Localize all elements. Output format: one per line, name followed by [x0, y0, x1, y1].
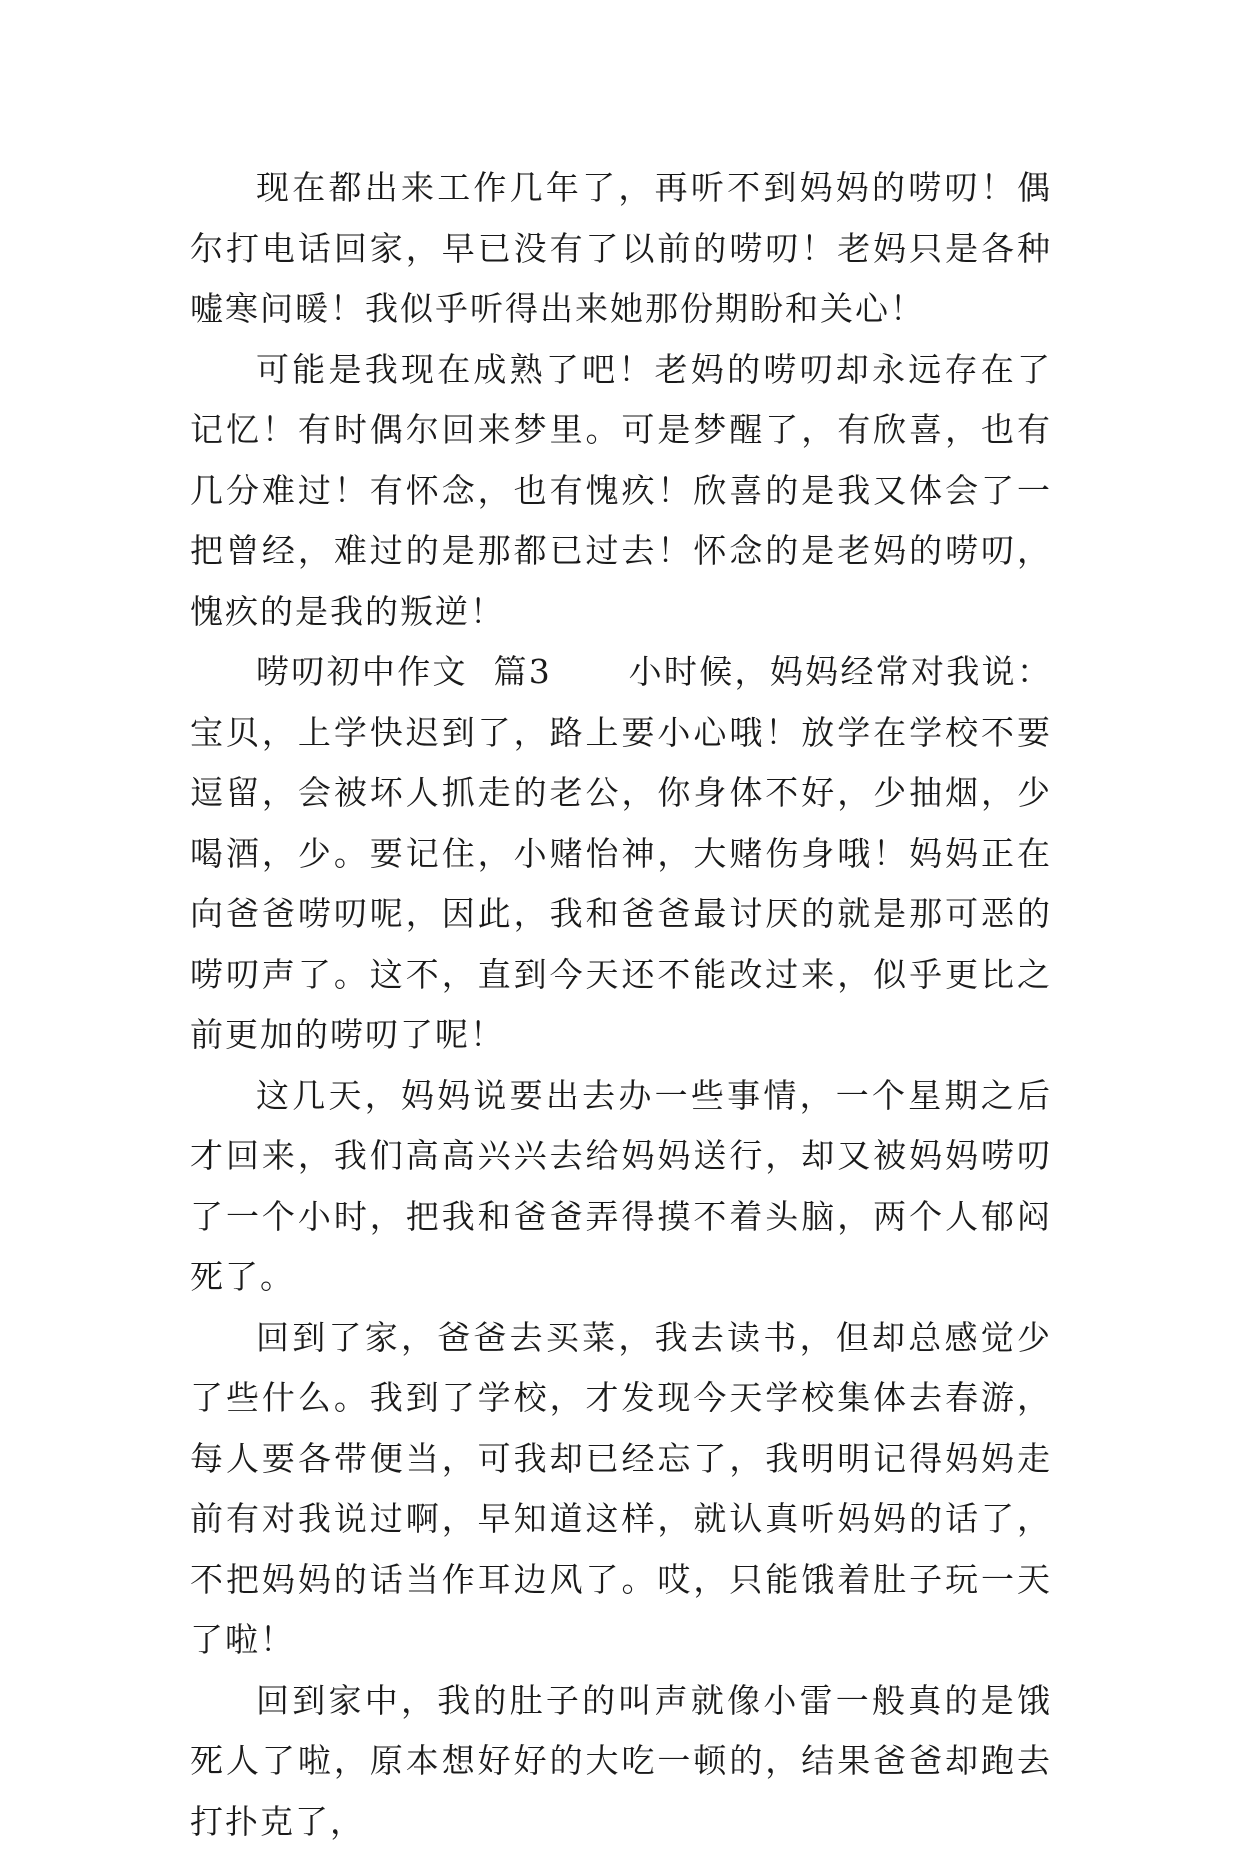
paragraph: 现在都出来工作几年了，再听不到妈妈的唠叨！偶尔打电话回家，早已没有了以前的唠叨！老妈只是各种嘘寒问暖！我似乎听得出来她那份期盼和关心！	[190, 158, 1052, 340]
document-body	[190, 158, 1052, 1852]
paragraph: 唠叨初中作文 篇3 小时候，妈妈经常对我说：宝贝，上学快迟到了，路上要小心哦！放学在学校不要逗留，会被坏人抓走的老公，你身体不好，少抽烟，少喝酒，少。要记住，小赌怡神，大赌伤身哦！妈妈正在向爸爸唠叨呢，因此，我和爸爸最讨厌的就是那可恶的唠叨声了。这不，直到今天还不能改过来，似乎更比之前更加的唠叨了呢！	[190, 642, 1052, 1066]
paragraph: 回到了家，爸爸去买菜，我去读书，但却总感觉少了些什么。我到了学校，才发现今天学校集体去春游，每人要各带便当，可我却已经忘了，我明明记得妈妈走前有对我说过啊，早知道这样，就认真听妈妈的话了，不把妈妈的话当作耳边风了。哎，只能饿着肚子玩一天了啦！	[190, 1308, 1052, 1671]
paragraph: 回到家中，我的肚子的叫声就像小雷一般真的是饿死人了啦，原本想好好的大吃一顿的，结果爸爸却跑去打扑克了，	[190, 1671, 1052, 1852]
paragraph: 可能是我现在成熟了吧！老妈的唠叨却永远存在了记忆！有时偶尔回来梦里。可是梦醒了，有欣喜，也有几分难过！有怀念，也有愧疚！欣喜的是我又体会了一把曾经，难过的是那都已过去！怀念的是老妈的唠叨，愧疚的是我的叛逆！	[190, 340, 1052, 643]
paragraph: 这几天，妈妈说要出去办一些事情，一个星期之后才回来，我们高高兴兴去给妈妈送行，却又被妈妈唠叨了一个小时，把我和爸爸弄得摸不着头脑，两个人郁闷死了。	[190, 1066, 1052, 1308]
